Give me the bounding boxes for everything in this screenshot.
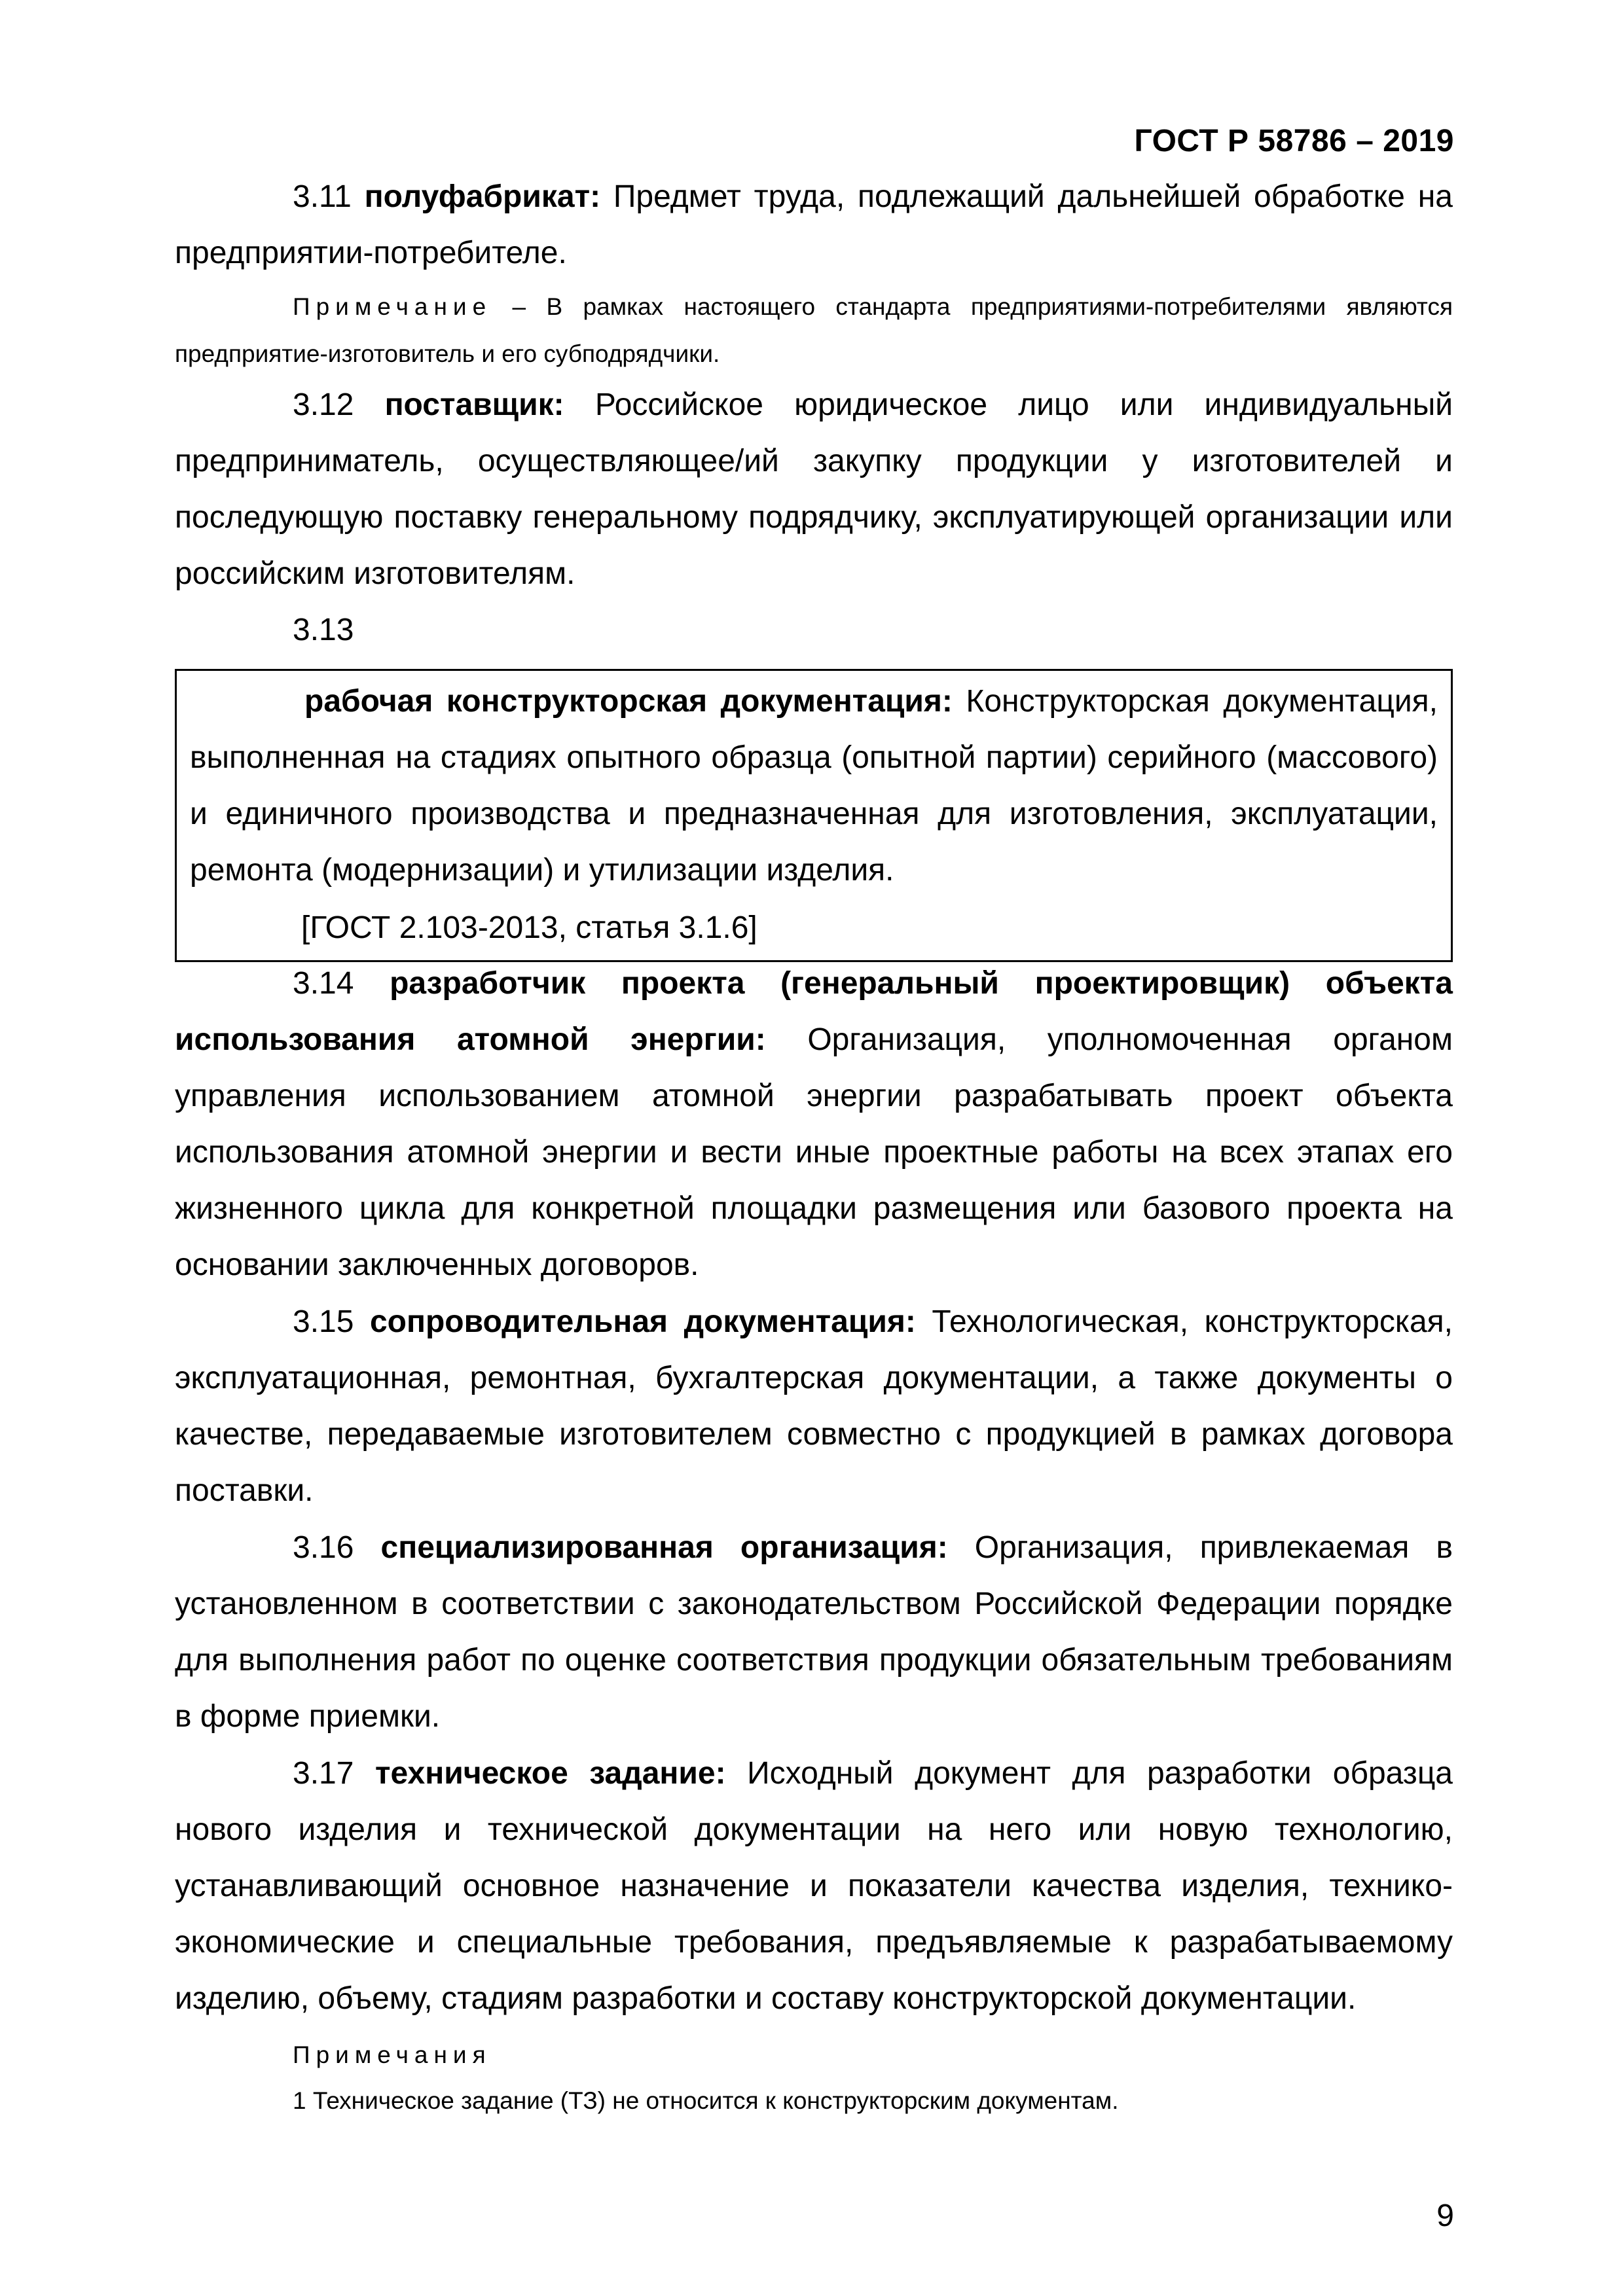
term-definition: Исходный документ для разработки образца нового изделия и технической документации на него или новую технологию, устанавливающий основное назначение и показатели качества изделия, технико-экономические и специальные требования, предъявляемые к разрабатываемому изделию, объему, стадиям разработки и составу конструкторской документации. [175, 1756, 1453, 2016]
term-definition: Организация, уполномоченная органом управления использованием атомной энергии разрабатывать проект объекта использования атомной энергии и вести иные проектные работы на всех этапах его жизненного цикла для конкретной площадки размещения или базового проекта на основании заключенных договоров. [175, 1022, 1453, 1282]
term-definition: Конструкторская документация, выполненная на стадиях опытного образца (опытной партии) серийного (массового) и единичного производства и предназначенная для изготовления, эксплуатации, ремонта (модернизации) и утилизации изделия. [190, 684, 1438, 888]
term-title: техническое задание: [374, 1756, 726, 1791]
term-number: 3.16 [293, 1530, 354, 1565]
term-title: полуфабрикат: [364, 179, 601, 214]
note-item-text: 1 Техническое задание (ТЗ) не относится к конструкторским документам. [293, 2087, 1119, 2114]
document-header: ГОСТ Р 58786 – 2019 [1134, 124, 1454, 158]
notes-3-17-label [175, 2032, 1453, 2079]
term-number: 3.14 [293, 966, 354, 1001]
term-3-14 [175, 956, 1453, 1293]
note-3-11 [175, 283, 1453, 378]
term-source: [ГОСТ 2.103-2013, статья 3.1.6] [301, 910, 757, 945]
term-3-17 [175, 1746, 1453, 2027]
term-number: 3.13 [293, 613, 354, 647]
term-3-13-box [175, 669, 1453, 962]
term-3-11 [175, 169, 1453, 281]
term-definition: Предмет труда, подлежащий дальнейшей обработке на предприятии-потребителе. [175, 179, 1453, 270]
term-title: разработчик проекта (генеральный проектировщик) объекта использования атомной энергии: [175, 966, 1453, 1057]
term-title: рабочая конструкторская документация: [304, 684, 953, 719]
term-number: 3.15 [293, 1304, 354, 1339]
term-definition: Организация, привлекаемая в установленном в соответствии с законодательством Российской Федерации порядке для выполнения работ по оценке соответствия продукции обязательным требованиям в форме приемки. [175, 1530, 1453, 1734]
term-number: 3.17 [293, 1756, 354, 1791]
term-number: 3.11 [293, 179, 352, 214]
page-number: 9 [1436, 2198, 1454, 2233]
term-title: сопроводительная документация: [369, 1304, 916, 1339]
term-definition: Российское юридическое лицо или индивидуальный предприниматель, осуществляющее/ий закупку продукции у изготовителей и последующую поставку генеральному подрядчику, эксплуатирующей организации или российским изготовителям. [175, 387, 1453, 591]
note-label: Примечание [293, 293, 492, 320]
term-title: специализированная организация: [380, 1530, 948, 1565]
notes-3-17-item-1 [175, 2077, 1453, 2125]
term-definition: Технологическая, конструкторская, эксплуатационная, ремонтная, бухгалтерская документации, а также документы о качестве, передаваемые изготовителем совместно с продукцией в рамках договора поставки. [175, 1304, 1453, 1508]
term-number: 3.12 [293, 387, 354, 422]
term-3-13-number [175, 602, 1453, 658]
term-title: поставщик: [384, 387, 564, 422]
note-text: – В рамках настоящего стандарта предприятиями-потребителями являются предприятие-изготовитель и его субподрядчики. [175, 293, 1453, 367]
notes-label: Примечания [293, 2041, 492, 2068]
term-3-12 [175, 377, 1453, 602]
term-3-16 [175, 1520, 1453, 1745]
term-3-15 [175, 1294, 1453, 1519]
